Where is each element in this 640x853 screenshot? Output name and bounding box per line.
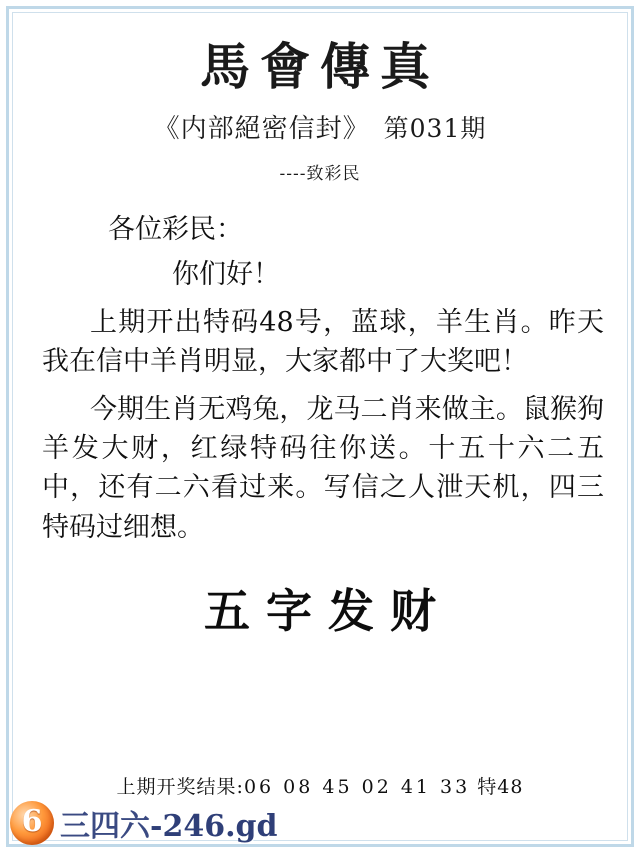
slogan: 五字发财: [204, 584, 452, 639]
watermark-text: [60, 801, 277, 845]
greeting: 你们好！: [172, 259, 280, 291]
result-special: 特48: [477, 776, 524, 798]
page-title: 馬會傳真: [200, 37, 440, 96]
salutation: 各位彩民：: [108, 214, 243, 245]
result-numbers: 06 08 45 02 41 33: [243, 776, 471, 798]
watermark: [10, 799, 277, 847]
letter-body: [22, 210, 618, 547]
document-subtitle: 《内部絕密信封》: [153, 114, 370, 144]
watermark-text-cn: 三四六: [60, 809, 150, 844]
paragraph-1: 上期开出特码48号，蓝球，羊生肖。昨天我在信中羊肖明显，大家都中了大奖吧！: [42, 306, 604, 378]
document-content: [22, 20, 618, 833]
watermark-site: -246.gd: [150, 809, 278, 844]
issue-number: 第031期: [383, 114, 487, 143]
previous-draw-result: [0, 772, 640, 799]
logo-char: 6: [21, 804, 43, 839]
site-logo-icon: [10, 801, 54, 845]
result-label: 上期开奖结果:: [116, 776, 244, 798]
paragraph-2: 今期生肖无鸡兔，龙马二肖来做主。鼠猴狗羊发大财，红绿特码往你送。十五十六二五中，还有二六看过来。写信之人泄天机，四三特码过细想。: [42, 393, 604, 543]
dedication-line: ----致彩民: [279, 164, 361, 184]
subtitle-row: [22, 108, 618, 145]
